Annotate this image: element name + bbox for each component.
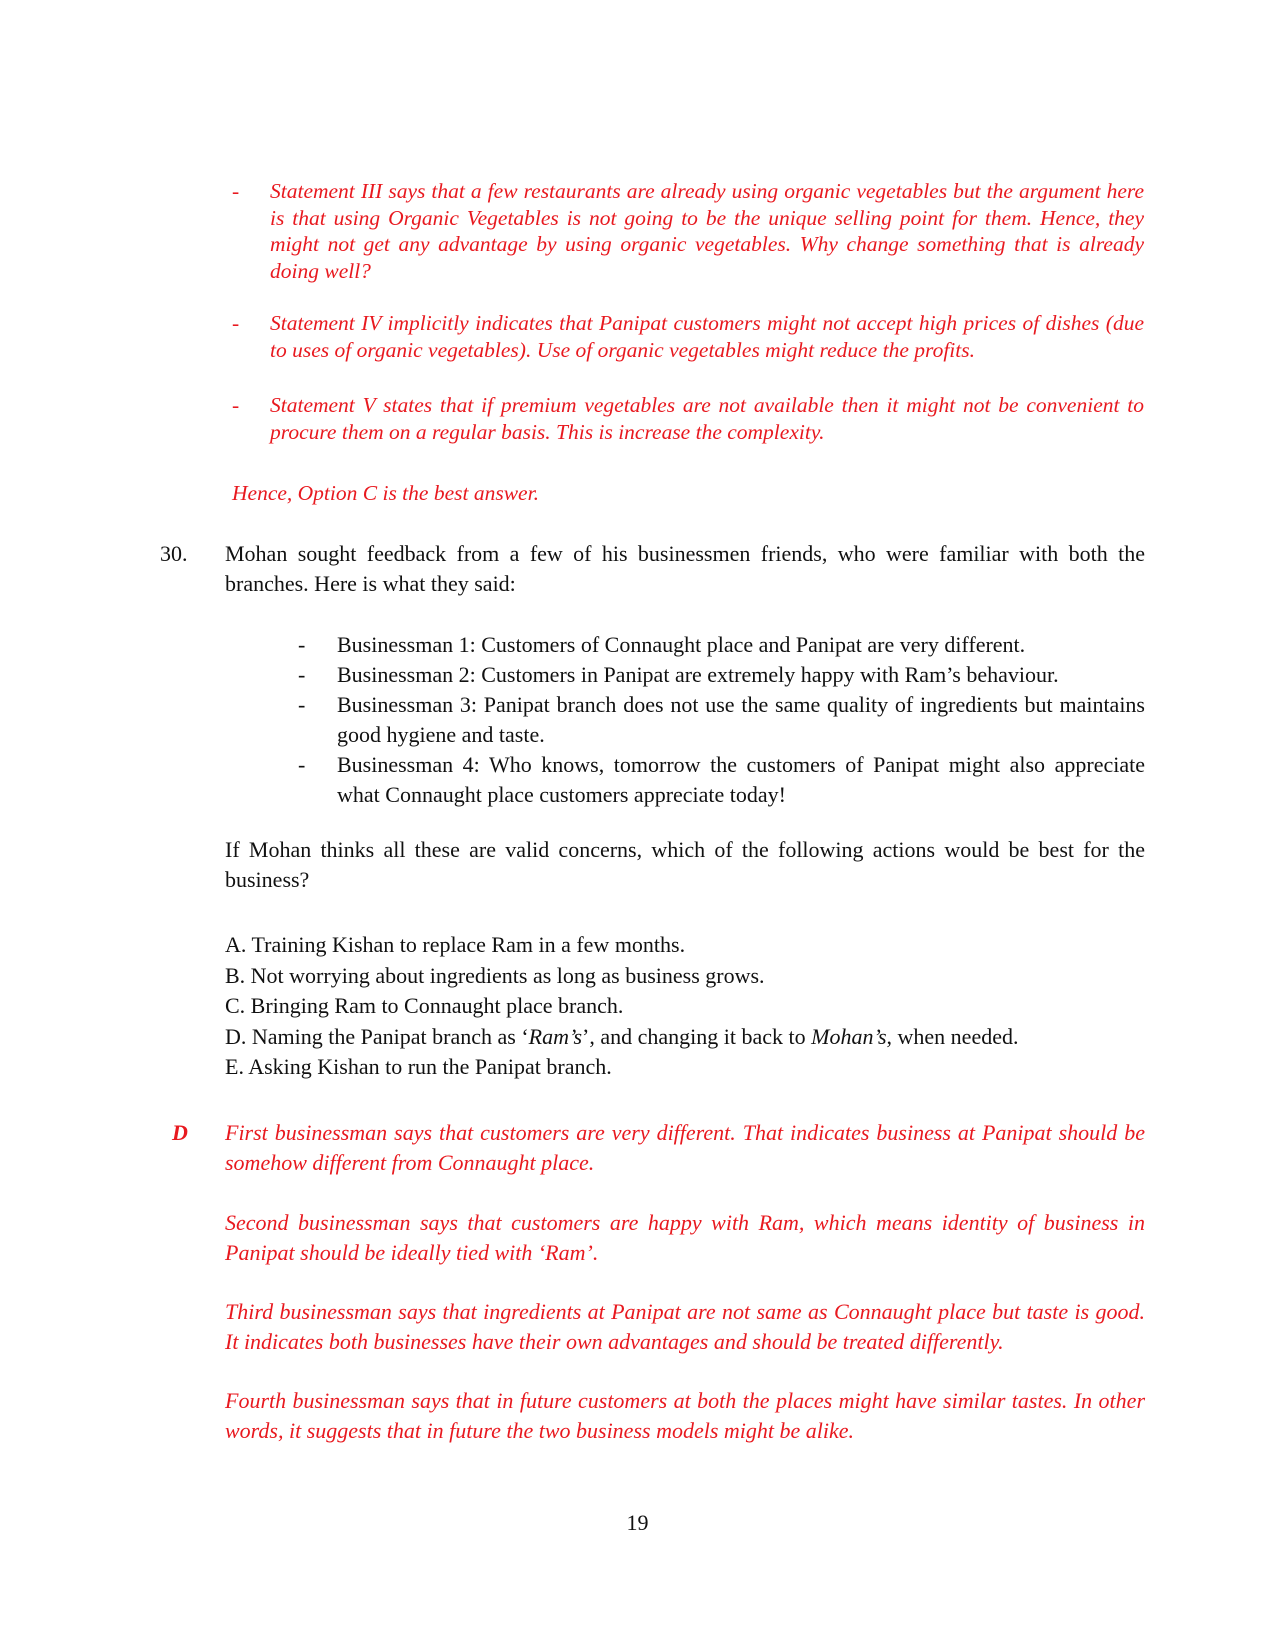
- bullet-dash: -: [232, 179, 240, 203]
- option-d: [225, 1022, 1018, 1053]
- answer-explanation: First businessman says that customers are very different. That indicates business at Panipat should be somehow different from Connaught place.: [225, 1120, 1145, 1175]
- option-b: B. Not worrying about ingredients as long as business grows.: [225, 962, 765, 988]
- bullet-dash: -: [232, 393, 240, 417]
- bullet-dash: -: [232, 311, 240, 335]
- option-d-suffix: , when needed.: [886, 1023, 1019, 1049]
- conclusion: Hence, Option C is the best answer.: [232, 481, 539, 505]
- bullet-text: Statement IV implicitly indicates that Panipat customers might not accept high prices of dishes (due to uses of organic vegetables). Use of organic vegetables might reduce the profits.: [270, 311, 1144, 362]
- option-c: C. Bringing Ram to Connaught place branch.: [225, 993, 624, 1018]
- answer-explanation: Fourth businessman says that in future customers at both the places might have similar tastes. In other words, it suggests that in future the two business models might be alike.: [225, 1388, 1145, 1443]
- explanation-bullet: [232, 178, 1144, 284]
- bullet-dash: -: [298, 692, 306, 717]
- feedback-item: [298, 750, 1145, 810]
- option-d-italic-mohans: Mohan’s: [811, 1023, 887, 1049]
- feedback-list: [298, 630, 1145, 810]
- question-intro: Mohan sought feedback from a few of his businessmen friends, who were familiar with both the branches. Here is what they said:: [225, 541, 1145, 596]
- bullet-dash: -: [298, 662, 306, 687]
- feedback-item: [298, 630, 1145, 660]
- bullet-dash: -: [298, 632, 306, 657]
- option-d-italic-rams: Ram’s: [528, 1023, 583, 1049]
- feedback-text: Businessman 1: Customers of Connaught place and Panipat are very different.: [337, 632, 1026, 657]
- option-a: A. Training Kishan to replace Ram in a few months.: [225, 932, 686, 957]
- answer-letter: D: [172, 1120, 188, 1145]
- answer-explanation: Second businessman says that customers are happy with Ram, which means identity of business in Panipat should be ideally tied with ‘Ram’.: [225, 1210, 1145, 1265]
- bullet-text: Statement III says that a few restaurants are already using organic vegetables but the argument here is that using Organic Vegetables is not going to be the unique selling point for them. Hence, they might not get any advantage by using organic vegetables. Why change something that is already doing well?: [270, 179, 1144, 283]
- answer-explanation: Third businessman says that ingredients at Panipat are not same as Connaught place but taste is good. It indicates both businesses have their own advantages and should be treated differently.: [225, 1299, 1145, 1354]
- feedback-item: [298, 690, 1145, 750]
- feedback-text: Businessman 4: Who knows, tomorrow the customers of Panipat might also appreciate what Connaught place customers appreciate today!: [337, 752, 1145, 807]
- bullet-dash: -: [298, 752, 306, 777]
- feedback-text: Businessman 2: Customers in Panipat are extremely happy with Ram’s behaviour.: [337, 662, 1059, 687]
- explanation-bullet: [232, 310, 1144, 363]
- page-number: 19: [626, 1510, 649, 1535]
- answer-options: [225, 930, 1018, 1083]
- option-d-mid: ’, and changing it back to: [582, 1023, 812, 1049]
- question-prompt: If Mohan thinks all these are valid concerns, which of the following actions would be best for the business?: [225, 837, 1145, 892]
- feedback-text: Businessman 3: Panipat branch does not use the same quality of ingredients but maintains good hygiene and taste.: [337, 692, 1145, 747]
- question-number: 30.: [160, 541, 188, 566]
- bullet-text: Statement V states that if premium vegetables are not available then it might not be convenient to procure them on a regular basis. This is increase the complexity.: [270, 393, 1144, 444]
- feedback-item: [298, 660, 1145, 690]
- option-e: E. Asking Kishan to run the Panipat branch.: [225, 1054, 612, 1079]
- explanation-bullet: [232, 392, 1144, 445]
- option-d-prefix: D. Naming the Panipat branch as ‘: [225, 1023, 529, 1049]
